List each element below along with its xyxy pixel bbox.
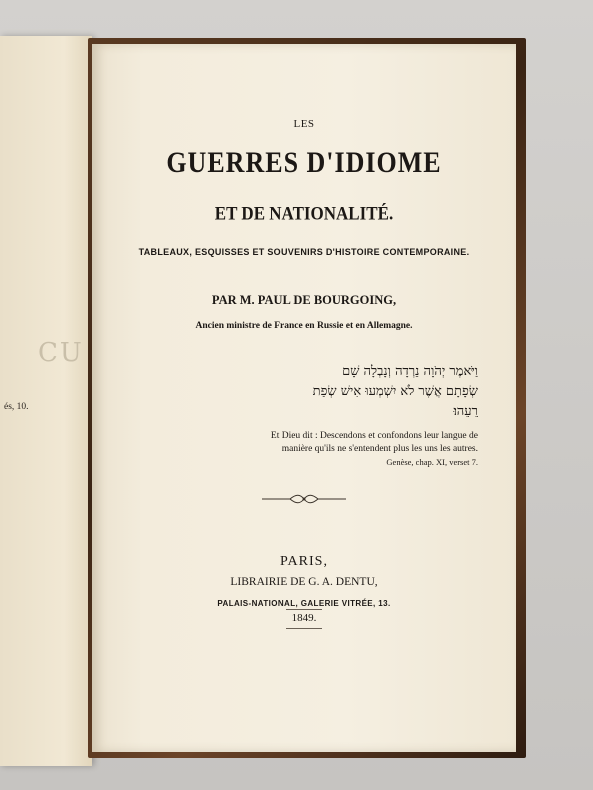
quote-source: Genèse, chap. XI, verset 7. [386,457,478,467]
imprint-city: PARIS, [280,554,328,569]
french-epigraph [242,430,478,469]
imprint-publisher: LIBRAIRIE DE G. A. DENTU, [230,576,378,588]
imprint-address: PALAIS-NATIONAL, GALERIE VITRÉE, 13. [217,599,391,608]
ornamental-rule-icon [260,493,348,505]
left-page-reference: és, 10. [4,402,29,412]
imprint-year: 1849. [291,612,317,624]
hebrew-line: שְׂפָתָם אֲשֶׁר לֹא יִשְׁמְעוּ אִישׁ שְׂפַת [312,384,478,399]
hebrew-line: וַיֹּאמֶר יְהֹוָה נֵרְדָה וְנָבְלָה שָׁם [342,364,478,379]
title-article: LES [293,118,315,130]
author-line: PAR M. PAUL DE BOURGOING, [211,293,397,307]
book-subtitle: ET DE NATIONALITÉ. [214,203,394,224]
left-page [0,36,92,766]
book-tagline: TABLEAUX, ESQUISSES ET SOUVENIRS D'HISTOIRE CONTEMPORAINE. [138,247,470,257]
book-title: GUERRES D'IDIOME [166,145,442,180]
divider [286,609,322,610]
quote-line: manière qu'ils ne s'entendent plus les uns les autres. [281,444,478,454]
title-page [92,44,516,752]
divider [286,628,322,629]
author-role: Ancien ministre de France en Russie et en Allemagne. [195,321,413,331]
hebrew-epigraph [242,362,478,422]
left-page-show-through-text: CU [38,338,84,368]
hebrew-line: רֵעֵהוּ׃ [453,404,478,419]
quote-line: Et Dieu dit : Descendons et confondons leur langue de [270,431,478,441]
